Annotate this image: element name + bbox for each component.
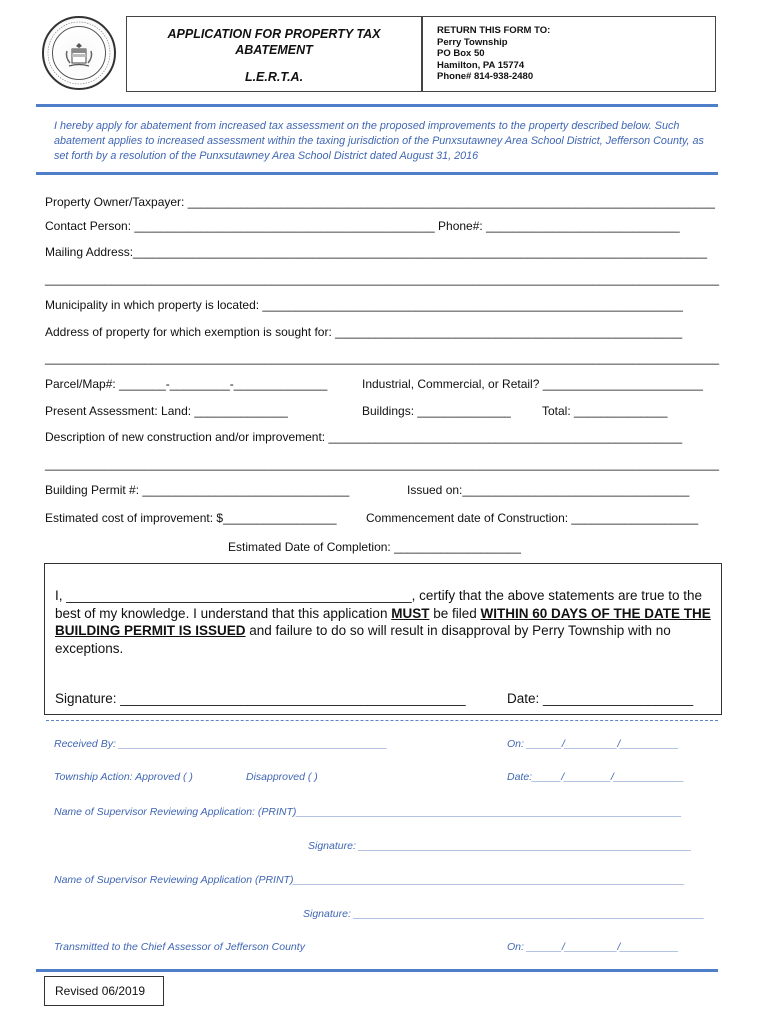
owner-field[interactable]: Property Owner/Taxpayer: _______________________________________________________________________________ bbox=[45, 195, 715, 209]
intro-paragraph: I hereby apply for abatement from increased tax assessment on the proposed improvements to the property described below. Such abatement applies to increased assessment within the taxing jurisdiction of the Punxsutawney Area School District, Jefferson County, as set forth by a resolution of the Punxsutawney Area School District dated August 31, 2016 bbox=[54, 120, 704, 162]
parcel-field[interactable]: Parcel/Map#: _______-_________-______________ bbox=[45, 377, 328, 391]
applicant-signature-field[interactable]: Signature: ______________________________________________ bbox=[55, 691, 466, 706]
cert-emphasis: WITHIN 60 DAYS OF THE DATE THE BUILDING PERMIT IS ISSUED bbox=[55, 605, 711, 638]
transmitted-on-field[interactable]: On: ______/_________/__________ bbox=[507, 941, 679, 953]
issued-on-field[interactable]: Issued on:__________________________________ bbox=[407, 483, 690, 497]
cert-emphasis: MUST bbox=[391, 605, 430, 621]
disapproved-field[interactable]: Disapproved ( ) bbox=[246, 771, 318, 783]
township-seal-logo bbox=[42, 16, 116, 90]
municipality-field[interactable]: Municipality in which property is located: _______________________________________________________________ bbox=[45, 298, 683, 312]
contact-field[interactable]: Contact Person: _____________________________________________ Phone#: _____________________________ bbox=[45, 219, 680, 233]
revision-label: Revised 06/2019 bbox=[44, 976, 164, 1006]
commencement-field[interactable]: Commencement date of Construction: ___________________ bbox=[366, 511, 699, 525]
property-type-field[interactable]: Industrial, Commercial, or Retail? ________________________ bbox=[362, 377, 703, 391]
return-label: RETURN THIS FORM TO: bbox=[437, 25, 551, 36]
completion-field[interactable]: Estimated Date of Completion: ___________________ bbox=[228, 540, 521, 554]
return-line: Perry Township bbox=[437, 36, 508, 48]
form-title-line2: ABATEMENT bbox=[235, 43, 313, 57]
property-address-line2[interactable]: _____________________________________________________________________________________________________ bbox=[45, 351, 720, 365]
divider bbox=[36, 104, 718, 107]
description-line2[interactable]: _____________________________________________________________________________________________________ bbox=[45, 457, 720, 471]
supervisor-signature-field-1[interactable]: Signature: _________________________________________________________ bbox=[308, 840, 692, 852]
action-date-field[interactable]: Date:_____/________/____________ bbox=[507, 771, 684, 783]
total-assessment-field[interactable]: Total: ______________ bbox=[542, 404, 668, 418]
return-line: Hamilton, PA 15774 bbox=[437, 59, 525, 71]
form-title-line3: L.E.R.T.A. bbox=[244, 70, 304, 84]
approved-field[interactable]: Township Action: Approved ( ) bbox=[54, 771, 193, 783]
supervisor-name-field-2[interactable]: Name of Supervisor Reviewing Application (PRINT)___________________________________________________________________ bbox=[54, 874, 685, 886]
supervisor-signature-field-2[interactable]: Signature: ____________________________________________________________ bbox=[303, 908, 705, 920]
cost-field[interactable]: Estimated cost of improvement: $_________________ bbox=[45, 511, 337, 525]
cert-text-part: I, ______________________________________________, certify that the above statements are true to the best of my knowledge. I understand that this application bbox=[55, 588, 703, 621]
received-by-field[interactable]: Received By: ______________________________________________ bbox=[54, 738, 388, 750]
description-field[interactable]: Description of new construction and/or improvement: _____________________________________________________ bbox=[45, 430, 683, 444]
divider bbox=[36, 969, 718, 972]
property-address-field[interactable]: Address of property for which exemption is sought for: ____________________________________________________ bbox=[45, 325, 683, 339]
cert-text-part: and failure to do so will result in disapproval by Perry Township with no exceptions. bbox=[55, 623, 671, 656]
cert-text-part: be filed bbox=[429, 605, 481, 621]
mailing-field[interactable]: Mailing Address:______________________________________________________________________________________ bbox=[45, 245, 707, 259]
transmitted-label: Transmitted to the Chief Assessor of Jefferson County bbox=[54, 941, 305, 953]
divider bbox=[36, 172, 718, 175]
return-address-box bbox=[422, 16, 716, 92]
certification-statement[interactable] bbox=[55, 587, 715, 657]
received-on-field[interactable]: On: ______/_________/__________ bbox=[507, 738, 679, 750]
mailing-field-line2[interactable]: _____________________________________________________________________________________________________ bbox=[45, 272, 720, 286]
return-line: Phone# 814-938-2480 bbox=[437, 71, 534, 82]
buildings-assessment-field[interactable]: Buildings: ______________ bbox=[362, 404, 511, 418]
form-title-box bbox=[126, 16, 422, 92]
applicant-date-field[interactable]: Date: ____________________ bbox=[507, 691, 694, 706]
return-line: PO Box 50 bbox=[437, 48, 485, 59]
land-assessment-field[interactable]: Present Assessment: Land: ______________ bbox=[45, 404, 288, 418]
form-title-line1: APPLICATION FOR PROPERTY TAX bbox=[167, 27, 381, 41]
building-permit-field[interactable]: Building Permit #: _______________________________ bbox=[45, 483, 350, 497]
supervisor-name-field-1[interactable]: Name of Supervisor Reviewing Application: (PRINT)__________________________________________________________________ bbox=[54, 806, 682, 818]
